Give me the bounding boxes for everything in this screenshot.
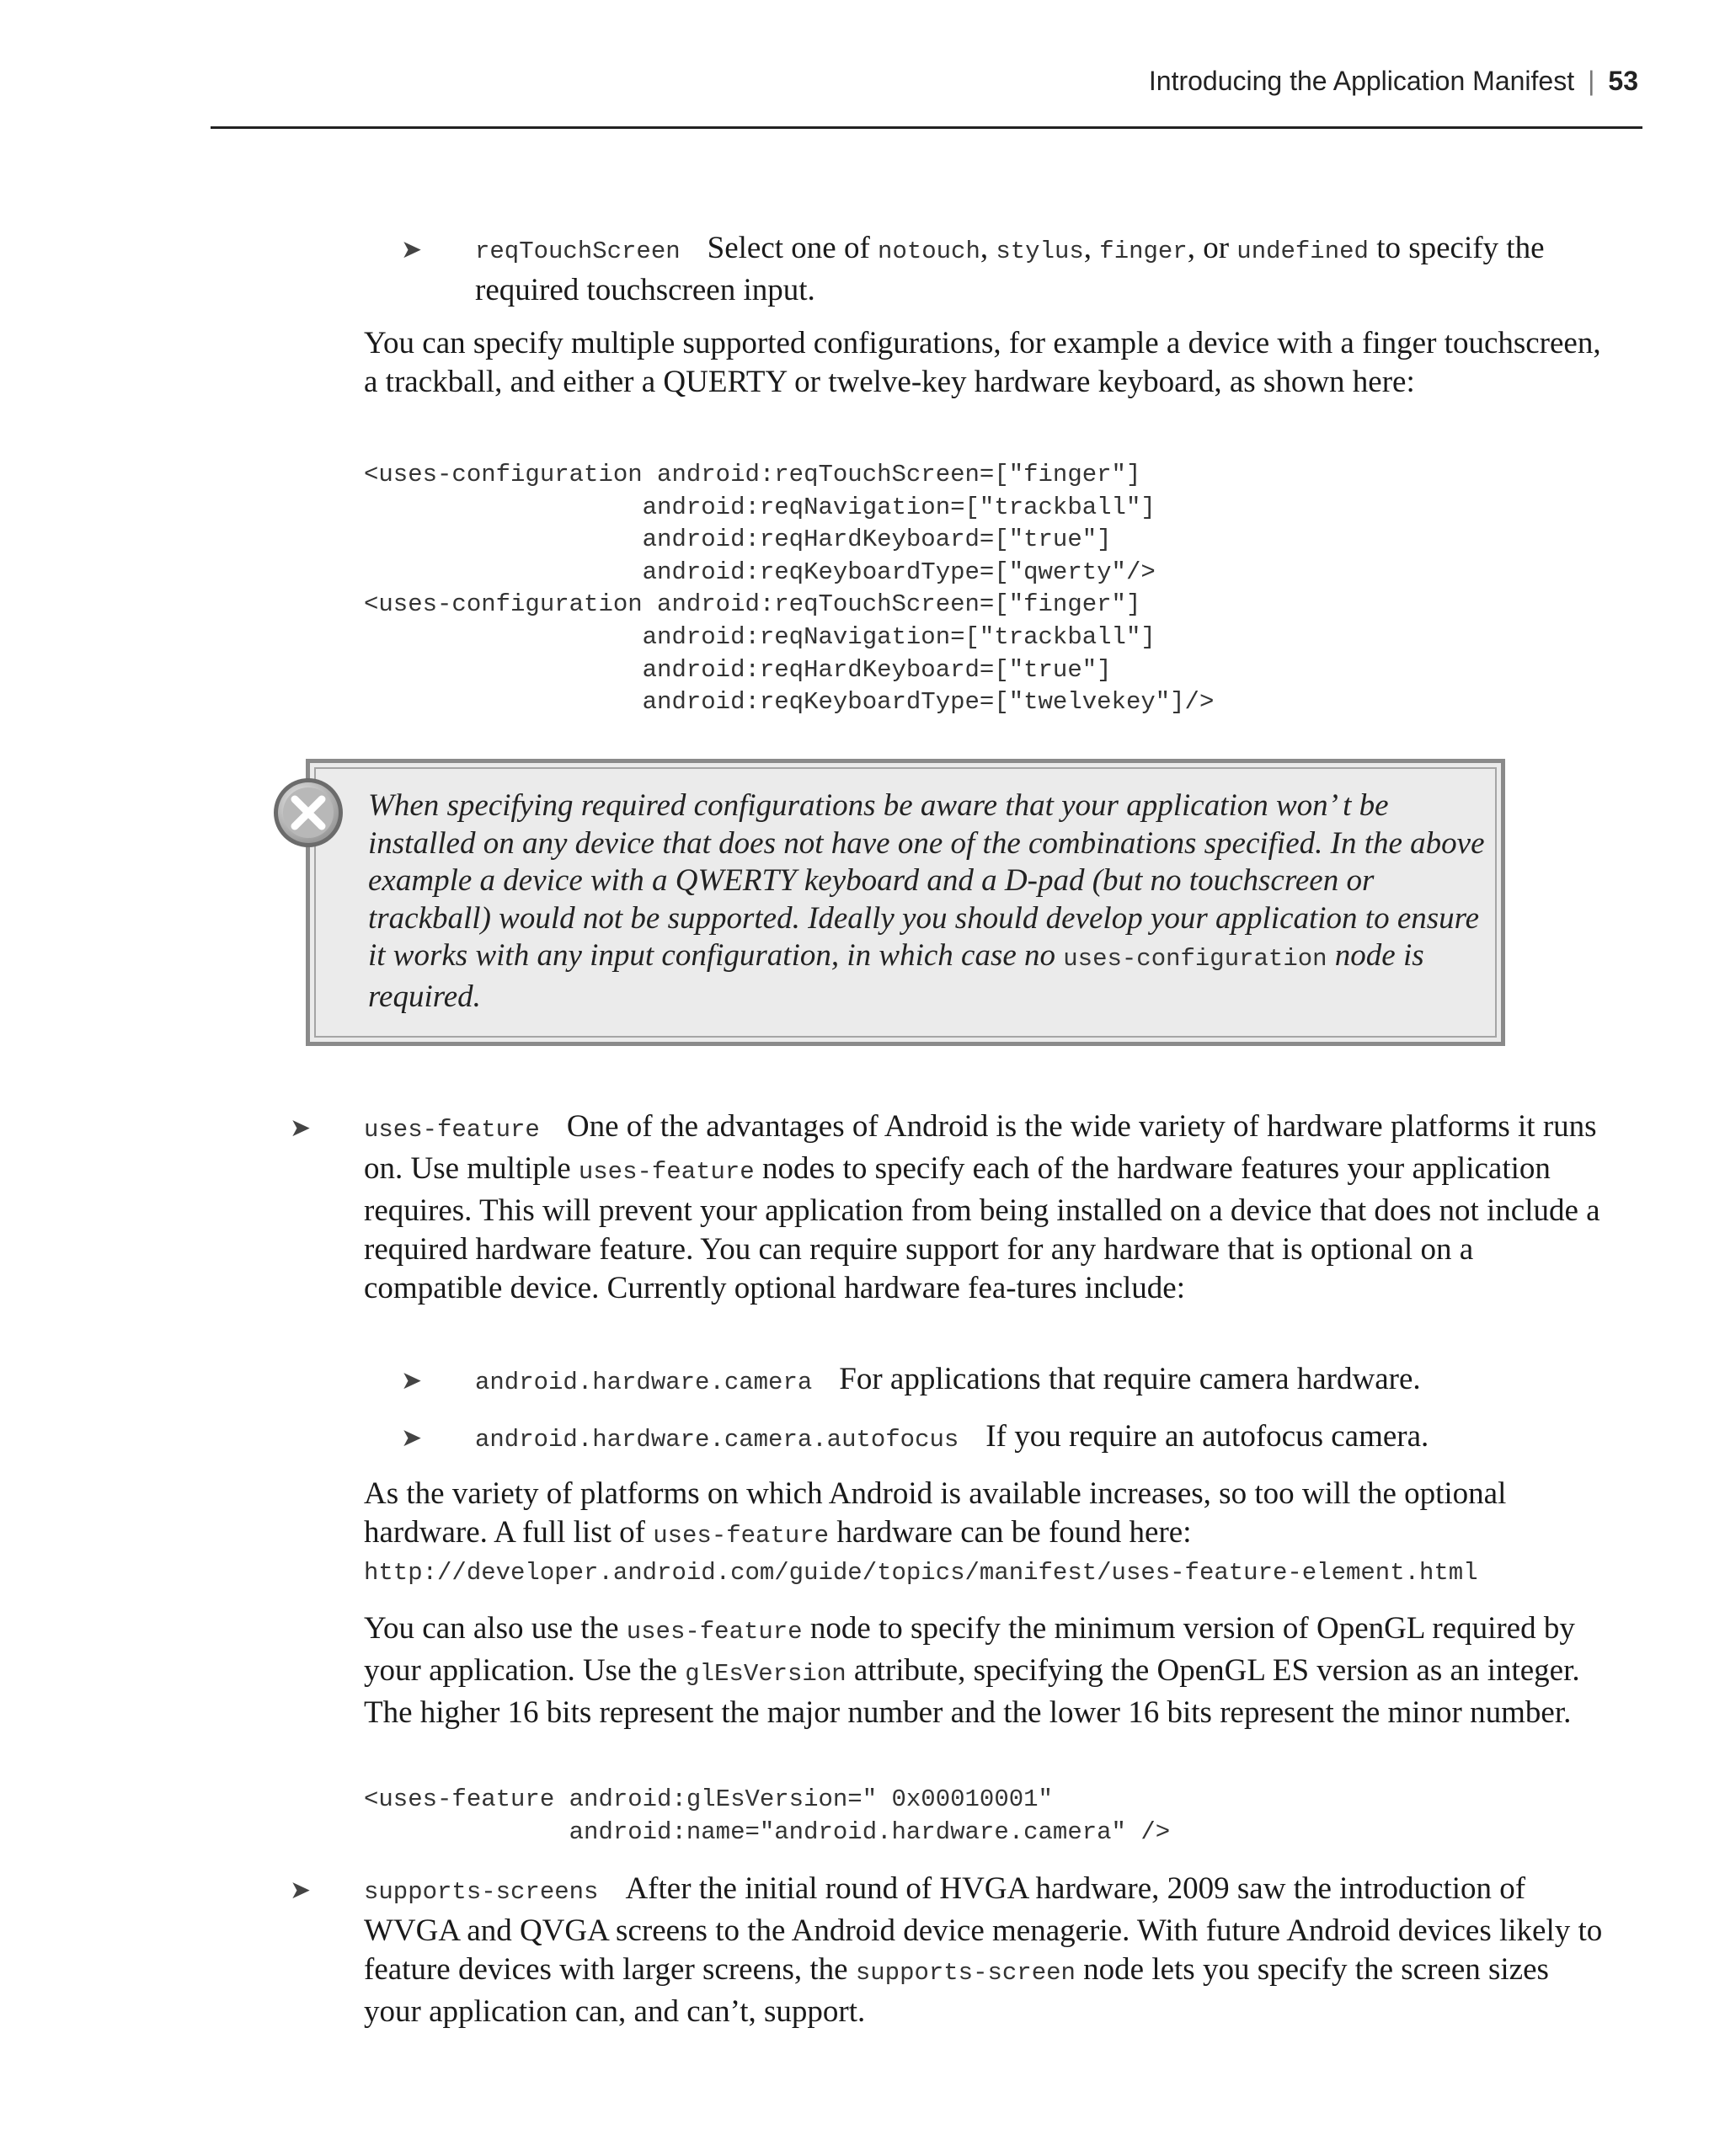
uses-feature-term: uses-feature bbox=[364, 1116, 540, 1144]
opengl-text-3: attribute, specifying the OpenGL ES version as an integer. The higher 16 bits represent the major number and the lower 16 bits represent the minor number. bbox=[364, 1653, 1580, 1730]
option-stylus: stylus bbox=[996, 237, 1084, 265]
section-title: Introducing the Application Manifest bbox=[1148, 66, 1575, 96]
option-finger: finger bbox=[1099, 237, 1188, 265]
platforms-paragraph bbox=[364, 1475, 1610, 1556]
platforms-text-end: hardware can be found here: bbox=[829, 1515, 1192, 1550]
supports-screens-code: supports-screen bbox=[855, 1959, 1076, 1987]
opengl-code-2: glEsVersion bbox=[685, 1660, 846, 1688]
feature-code-block: <uses-feature android:glEsVersion=" 0x00010001" android:name="android.hardware.camera" /> bbox=[364, 1785, 1171, 1846]
autofocus-term: android.hardware.camera.autofocus bbox=[475, 1426, 959, 1454]
option-notouch: notouch bbox=[878, 237, 980, 265]
uses-feature-text: One of the advantages of Android is the wide variety of hardware platforms it runs on. Use multiple bbox=[364, 1109, 1597, 1186]
supports-screens-text-end: node lets you specify the screen sizes your application can, and can’t, support. bbox=[364, 1952, 1549, 2029]
note-box bbox=[306, 759, 1505, 1046]
header-divider: | bbox=[1588, 66, 1595, 96]
uses-feature-item bbox=[290, 1107, 1610, 1308]
option-undefined: undefined bbox=[1236, 237, 1369, 265]
multi-config-paragraph: You can specify multiple supported configurations, for example a device with a finger touchscreen, a trackball, and either a QUERTY or twelve-key hardware keyboard, as shown here: bbox=[364, 326, 1601, 399]
req-touch-screen-item bbox=[401, 229, 1595, 310]
running-head bbox=[1149, 66, 1638, 97]
reference-url: http://developer.android.com/guide/topics/manifest/uses-feature-element.html bbox=[364, 1559, 1478, 1587]
camera-text: For applications that require camera hardware. bbox=[839, 1362, 1421, 1396]
page-number: 53 bbox=[1608, 66, 1638, 96]
bullet-arrow-icon: ➤ bbox=[290, 1876, 312, 1904]
bullet-arrow-icon: ➤ bbox=[290, 1114, 312, 1142]
separator: , bbox=[980, 231, 996, 265]
uses-feature-text-end: nodes to specify each of the hardware features your application requires. This will prevent your application from being installed on a device that does not include a required hardware feature. You can require support for any hardware that is optional on a compatible device. Currently optional hardware fea-tures include: bbox=[364, 1151, 1600, 1305]
bullet-arrow-icon: ➤ bbox=[401, 1424, 423, 1452]
camera-sub-item bbox=[401, 1360, 1595, 1402]
separator: , bbox=[1083, 231, 1100, 265]
opengl-paragraph bbox=[364, 1609, 1610, 1732]
warning-x-icon bbox=[271, 776, 345, 850]
req-touch-screen-term: reqTouchScreen bbox=[475, 237, 681, 265]
note-code: uses-configuration bbox=[1063, 945, 1327, 973]
autofocus-sub-item bbox=[401, 1417, 1595, 1460]
supports-screens-text: After the initial round of HVGA hardware, 2009 saw the introduction of WVGA and QVGA screens to the Android device menagerie. With future Android devices likely to feature devices with larger screens, the bbox=[364, 1871, 1603, 1987]
bullet-arrow-icon: ➤ bbox=[401, 236, 423, 264]
opengl-text-2: node to specify the minimum version of OpenGL required by your application. Use the bbox=[364, 1611, 1575, 1688]
supports-screens-item bbox=[290, 1870, 1610, 2031]
autofocus-text: If you require an autofocus camera. bbox=[985, 1419, 1429, 1454]
platforms-code: uses-feature bbox=[653, 1522, 830, 1550]
note-text bbox=[368, 787, 1488, 1016]
header-rule bbox=[211, 126, 1642, 129]
note-body-end: node is required. bbox=[368, 938, 1424, 1014]
req-touch-screen-text-end: to specify the required touchscreen input. bbox=[475, 231, 1545, 307]
platforms-text: As the variety of platforms on which Android is available increases, so too will the optional hardware. A full list of bbox=[364, 1476, 1507, 1550]
separator: , or bbox=[1187, 231, 1237, 265]
camera-term: android.hardware.camera bbox=[475, 1369, 813, 1396]
bullet-arrow-icon: ➤ bbox=[401, 1367, 423, 1395]
supports-screens-term: supports-screens bbox=[364, 1878, 599, 1906]
opengl-code-1: uses-feature bbox=[626, 1618, 803, 1646]
note-body: When specifying required configurations be aware that your application won’ t be installed on any device that does not have one of the combinations specified. In the above example a device with a QWERTY keyboard and a D-pad (but no touchscreen or trackball) would not be supported. Ideally you should develop your application to ensure it works with any input configuration, in which case no bbox=[368, 788, 1485, 973]
uses-feature-code: uses-feature bbox=[578, 1158, 755, 1186]
req-touch-screen-text: Select one of bbox=[707, 231, 879, 265]
config-code-block: <uses-configuration android:reqTouchScreen=["finger"] android:reqNavigation=["trackball"] android:reqHardKeyboard=["true"] android:reqKeyboardType=["qwerty"/> <uses-configuration android:reqTouchScreen=["finger"] android:reqNavigation=["trackball"] android:reqHardKeyboard=["true"] android:reqKeyboardType=["twelvekey"]/> bbox=[364, 461, 1215, 717]
opengl-text: You can also use the bbox=[364, 1611, 627, 1646]
